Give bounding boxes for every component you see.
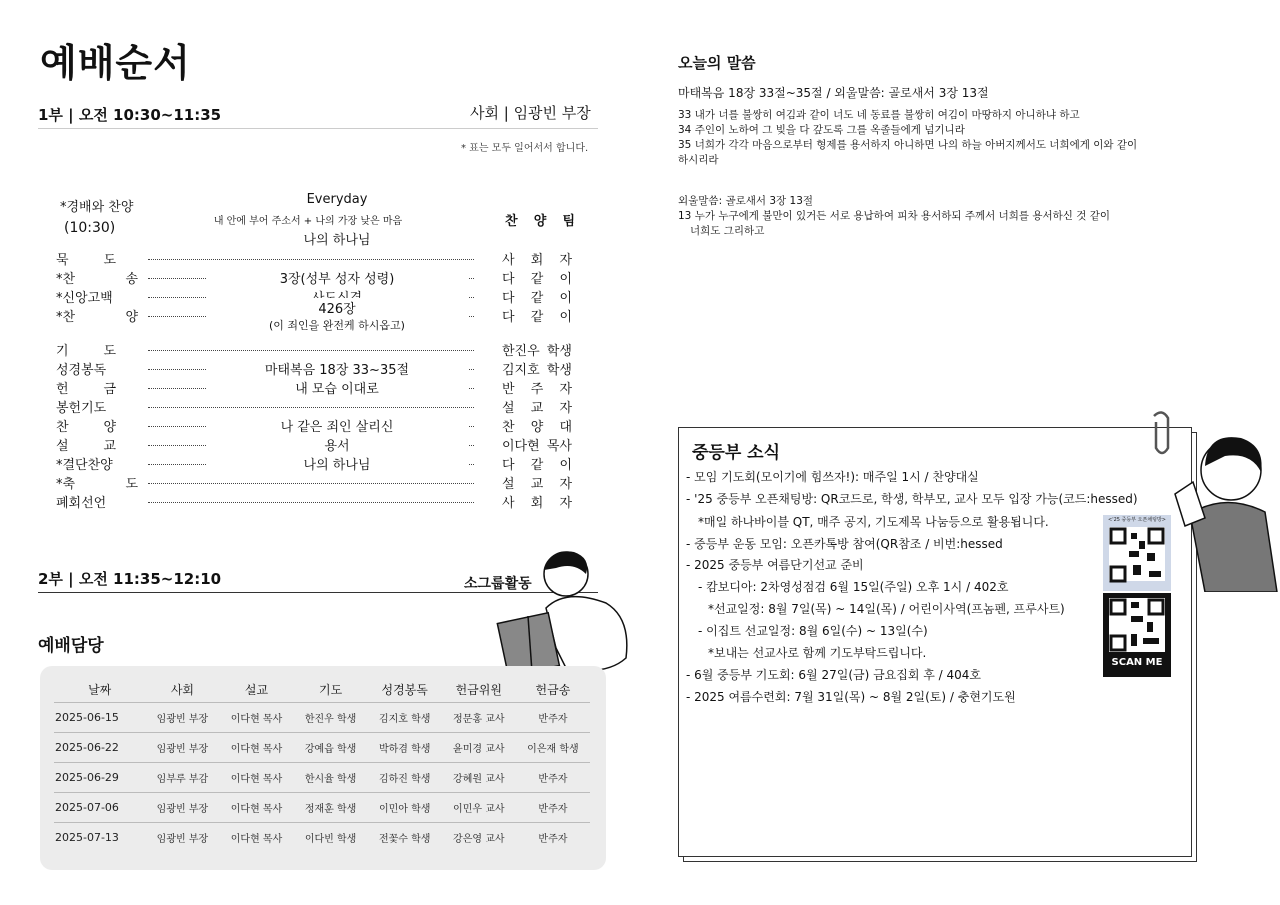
table-cell: 전꽃수 학생	[368, 823, 442, 853]
table-cell: 김하진 학생	[368, 763, 442, 793]
worship-order-row	[56, 249, 604, 269]
column-header: 헌금송	[535, 682, 571, 697]
order-content-text: 3장(성부 성자 성령)	[276, 272, 399, 287]
column-header: 성경봉독	[381, 682, 428, 697]
table-cell: 임광빈 부장	[145, 703, 219, 733]
qr-code-openchat[interactable]	[1103, 515, 1171, 591]
column-header: 설교	[244, 682, 269, 697]
row-role: 찬 양 팀	[505, 214, 575, 229]
standing-note: * 표는 모두 일어서서 합니다.	[461, 143, 589, 154]
order-role: 찬 양 대	[502, 420, 572, 435]
leader-label: 사회 | 임광빈 부장	[470, 104, 591, 122]
scripture-line: 33 내가 너를 불쌍히 여김과 같이 너도 네 동료를 불쌍히 여김이 마땅하지 아니하냐 하고	[678, 109, 1080, 121]
table-cell: 강예읍 학생	[294, 733, 368, 763]
duty-table	[54, 676, 590, 852]
table-cell: 이다현 목사	[219, 733, 293, 763]
table-cell: 이다빈 학생	[294, 823, 368, 853]
part2-activity: 소그룹활동	[464, 576, 532, 592]
scripture-text	[678, 108, 1218, 168]
worship-order-row	[56, 492, 604, 512]
table-cell: 이은재 학생	[516, 733, 590, 763]
order-role: 다 같 이	[502, 458, 572, 473]
news-item: - 6월 중등부 기도회: 6월 27일(금) 금요집회 후 / 404호	[686, 668, 982, 682]
order-content-text: 나의 하나님	[300, 458, 375, 473]
table-cell: 2025-06-15	[54, 703, 145, 733]
order-role: 다 같 이	[502, 291, 572, 306]
reading-person-illustration	[496, 548, 631, 678]
order-label: 헌 금	[56, 382, 116, 397]
table-cell: 임부루 부감	[145, 763, 219, 793]
table-row	[54, 793, 590, 823]
order-content-text: 마태복음 18장 33~35절	[261, 363, 413, 378]
news-item: - 캄보디아: 2차영성점검 6월 15일(주일) 오후 1시 / 402호	[698, 580, 1009, 594]
table-cell: 이민우 교사	[442, 793, 516, 823]
worship-order-row	[56, 435, 604, 455]
worship-order-row	[56, 340, 604, 360]
qr-svg	[1109, 598, 1165, 652]
table-cell: 이다현 목사	[219, 823, 293, 853]
table-cell: 임광빈 부장	[145, 823, 219, 853]
order-content	[206, 416, 468, 435]
order-label: *축 도	[56, 477, 138, 492]
order-content-text: 내 모습 이대로	[291, 382, 383, 397]
worship-order-row	[56, 302, 604, 332]
part2-heading: 2부 | 오전 11:35~12:10	[38, 570, 222, 588]
leader-dots	[148, 407, 474, 408]
table-cell: 김지호 학생	[368, 703, 442, 733]
table-cell: 이다현 목사	[219, 703, 293, 733]
table-cell: 임광빈 부장	[145, 733, 219, 763]
row-time: (10:30)	[64, 220, 116, 236]
part1-heading: 1부 | 오전 10:30~11:35	[38, 106, 222, 124]
table-cell: 반주자	[516, 823, 590, 853]
order-label: *찬 송	[56, 272, 138, 287]
order-label: *신앙고백	[56, 291, 113, 306]
news-item: - 2025 중등부 여름단기선교 준비	[686, 558, 864, 572]
worship-order-row	[56, 454, 604, 474]
worship-order-row	[56, 268, 604, 288]
worship-order-row	[56, 359, 604, 379]
order-content	[206, 435, 468, 454]
order-content-sub: (이 죄인을 완전케 하시옵고)	[265, 319, 409, 332]
table-cell: 한시율 학생	[294, 763, 368, 793]
table-cell: 이다현 목사	[219, 763, 293, 793]
scripture-line: 하시리라	[678, 154, 719, 166]
memory-verse	[678, 194, 1218, 239]
leader-dots	[148, 483, 474, 484]
order-label: 폐회선언	[56, 496, 107, 511]
page-title: 예배순서	[40, 41, 191, 85]
qr-svg	[1109, 527, 1165, 585]
memory-line: 13 누가 누구에게 불만이 있거든 서로 용납하여 피차 용서하되 주께서 너희를 용서하신 것 같이	[678, 210, 1111, 222]
order-role: 반 주 자	[502, 382, 572, 397]
order-role: 다 같 이	[502, 310, 572, 325]
qr-code-exercise[interactable]	[1103, 593, 1171, 677]
news-item: - 이집트 선교일정: 8월 6일(수) ~ 13일(수)	[698, 624, 928, 638]
order-content	[206, 454, 468, 473]
order-label: 묵 도	[56, 253, 116, 268]
order-label: 성경봉독	[56, 363, 107, 378]
song-subtitle: 내 안에 부어 주소서 + 나의 가장 낮은 마음	[213, 216, 403, 227]
table-cell: 정재훈 학생	[294, 793, 368, 823]
order-content	[206, 359, 468, 378]
table-cell: 2025-07-13	[54, 823, 145, 853]
column-header: 날짜	[88, 682, 112, 697]
worship-order-row	[56, 416, 604, 436]
news-item: - 모임 기도회(모이기에 힘쓰자!): 매주일 1시 / 찬양대실	[686, 470, 979, 484]
order-label: 설 교	[56, 439, 116, 454]
order-label: 찬 양	[56, 420, 116, 435]
table-cell: 임광빈 부장	[145, 793, 219, 823]
table-cell: 반주자	[516, 763, 590, 793]
order-content	[206, 268, 468, 287]
worship-order-row	[56, 473, 604, 493]
order-content-text: 426장	[314, 302, 359, 317]
table-cell: 정문홍 교사	[442, 703, 516, 733]
table-row	[54, 763, 590, 793]
table-row	[54, 703, 590, 733]
order-label: *찬 양	[56, 310, 138, 325]
table-header	[54, 676, 590, 703]
leader-dots	[148, 502, 474, 503]
order-content	[206, 298, 468, 333]
table-cell: 이다현 목사	[219, 793, 293, 823]
memory-title: 외울말씀: 골로새서 3장 13절	[678, 195, 814, 207]
leader-dots	[148, 350, 474, 351]
divider	[38, 128, 598, 129]
scan-me-label: SCAN ME	[1111, 657, 1163, 668]
news-item: *매일 하나바이블 QT, 매주 공지, 기도제목 나눔등으로 활용됩니다.	[698, 515, 1049, 529]
order-role: 사 회 자	[502, 253, 572, 268]
table-cell: 윤미경 교사	[442, 733, 516, 763]
memory-line: 너희도 그리하고	[690, 225, 765, 237]
table-cell: 강은영 교사	[442, 823, 516, 853]
order-label: *결단찬양	[56, 458, 113, 473]
leader-dots	[148, 259, 474, 260]
pointing-person-illustration	[1165, 422, 1280, 592]
order-content	[206, 378, 468, 397]
table-cell: 2025-06-29	[54, 763, 145, 793]
column-header: 사회	[170, 682, 194, 697]
order-label: 봉헌기도	[56, 401, 107, 416]
table-cell: 반주자	[516, 793, 590, 823]
order-content-text: 용서	[320, 439, 353, 454]
column-header: 헌금위원	[455, 682, 502, 697]
word-reference: 마태복음 18장 33절~35절 / 외울말씀: 골로새서 3장 13절	[678, 86, 989, 100]
order-role: 설 교 자	[502, 401, 572, 416]
news-item: - 2025 여름수련회: 7월 31일(목) ~ 8월 2일(토) / 충현기도원	[686, 690, 1016, 704]
order-role: 김지호 학생	[502, 363, 572, 378]
qr-label: <'25 중등부 오픈채팅방>	[1108, 517, 1166, 523]
order-role: 이다현 목사	[502, 439, 572, 454]
word-title: 오늘의 말씀	[678, 54, 756, 72]
table-cell: 2025-06-22	[54, 733, 145, 763]
table-cell: 2025-07-06	[54, 793, 145, 823]
order-role: 다 같 이	[502, 272, 572, 287]
row-label: *경배와 찬양	[60, 200, 134, 215]
table-cell: 반주자	[516, 703, 590, 733]
table-cell: 이민아 학생	[368, 793, 442, 823]
news-item: - 중등부 운동 모임: 오픈카톡방 참여(QR참조 / 비번:hessed	[686, 537, 1003, 551]
song-title: Everyday	[306, 192, 368, 207]
table-row	[54, 823, 590, 853]
news-item: *선교일정: 8월 7일(목) ~ 14일(목) / 어린이사역(프놈펜, 프루사트)	[708, 602, 1065, 616]
worship-order-row	[56, 378, 604, 398]
worship-row-praise	[56, 190, 604, 246]
news-item: *보내는 선교사로 함께 기도부탁드립니다.	[708, 646, 927, 660]
qr-pattern	[1109, 598, 1165, 652]
column-header: 기도	[319, 682, 343, 697]
table-row	[54, 733, 590, 763]
order-role: 설 교 자	[502, 477, 572, 492]
table-cell: 한진우 학생	[294, 703, 368, 733]
order-label: 기 도	[56, 344, 116, 359]
scripture-line: 35 너희가 각각 마음으로부터 형제를 용서하지 아니하면 나의 하늘 아버지께서도 너희에게 이와 같이	[678, 139, 1138, 151]
duty-title: 예배담당	[38, 636, 104, 656]
news-item: - '25 중등부 오픈채팅방: QR코드로, 학생, 학부모, 교사 모두 입장 가능(코드:hessed)	[686, 492, 1138, 506]
order-content-text: 나 같은 죄인 살리신	[277, 420, 398, 435]
news-title: 중등부 소식	[692, 443, 781, 463]
table-cell: 박하겸 학생	[368, 733, 442, 763]
table-cell: 강혜원 교사	[442, 763, 516, 793]
scripture-line: 34 주인이 노하여 그 빚을 다 갚도록 그를 옥졸들에게 넘기니라	[678, 124, 965, 136]
song-title-2: 나의 하나님	[303, 233, 371, 248]
qr-pattern	[1109, 527, 1165, 581]
order-role: 사 회 자	[502, 496, 572, 511]
duty-table-box	[40, 666, 606, 870]
worship-order-row	[56, 397, 604, 417]
order-role: 한진우 학생	[502, 344, 572, 359]
table-body	[54, 703, 590, 853]
